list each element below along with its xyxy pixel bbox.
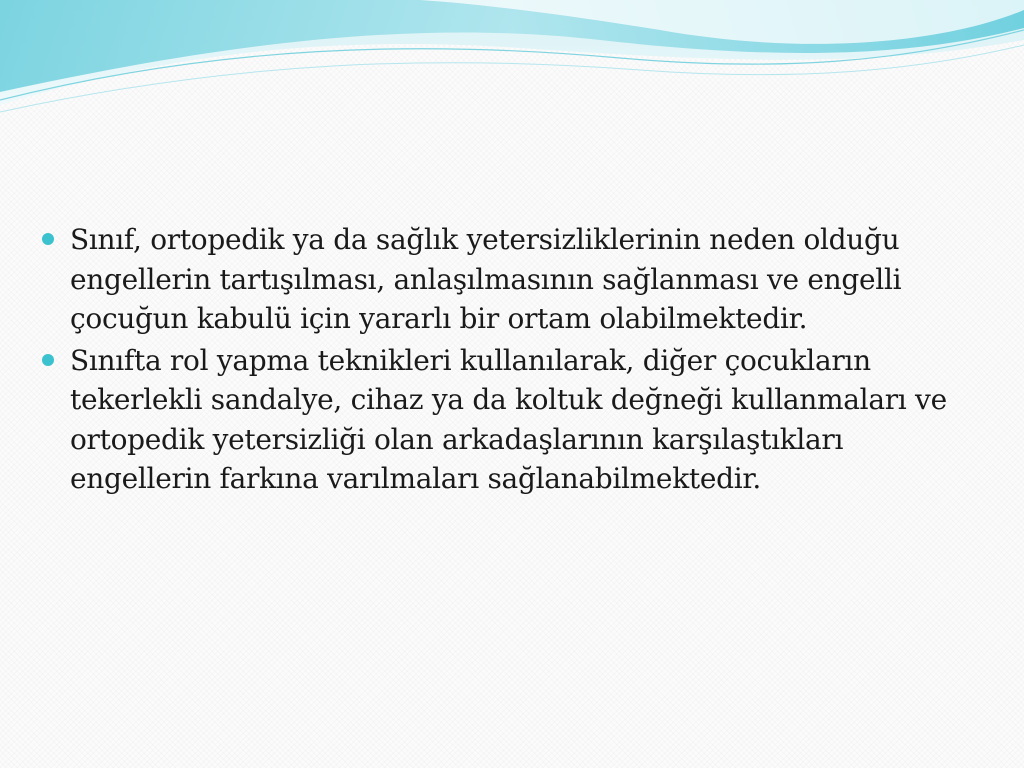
bullet-dot-icon [42, 354, 54, 366]
bullet-item-1 [40, 220, 990, 339]
bullet-item-2 [40, 341, 990, 499]
bullet-text-2: Sınıfta rol yapma teknikleri kullanılarak, diğer çocukların tekerlekli sandalye, cihaz ya da koltuk değneği kullanmaları ve ortopedik yetersizliği olan arkadaşlarının karşılaştıkları engellerin farkına varılmaları sağlanabilmektedir. [70, 343, 947, 495]
bullet-text-1: Sınıf, ortopedik ya da sağlık yetersizliklerinin neden olduğu engellerin tartışılması, anlaşılmasının sağlanması ve engelli çocuğun kabulü için yararlı bir ortam olabilmektedir. [70, 223, 902, 335]
header-wave-decoration [0, 0, 1024, 120]
slide-content [40, 220, 990, 501]
bullet-dot-icon [42, 233, 54, 245]
